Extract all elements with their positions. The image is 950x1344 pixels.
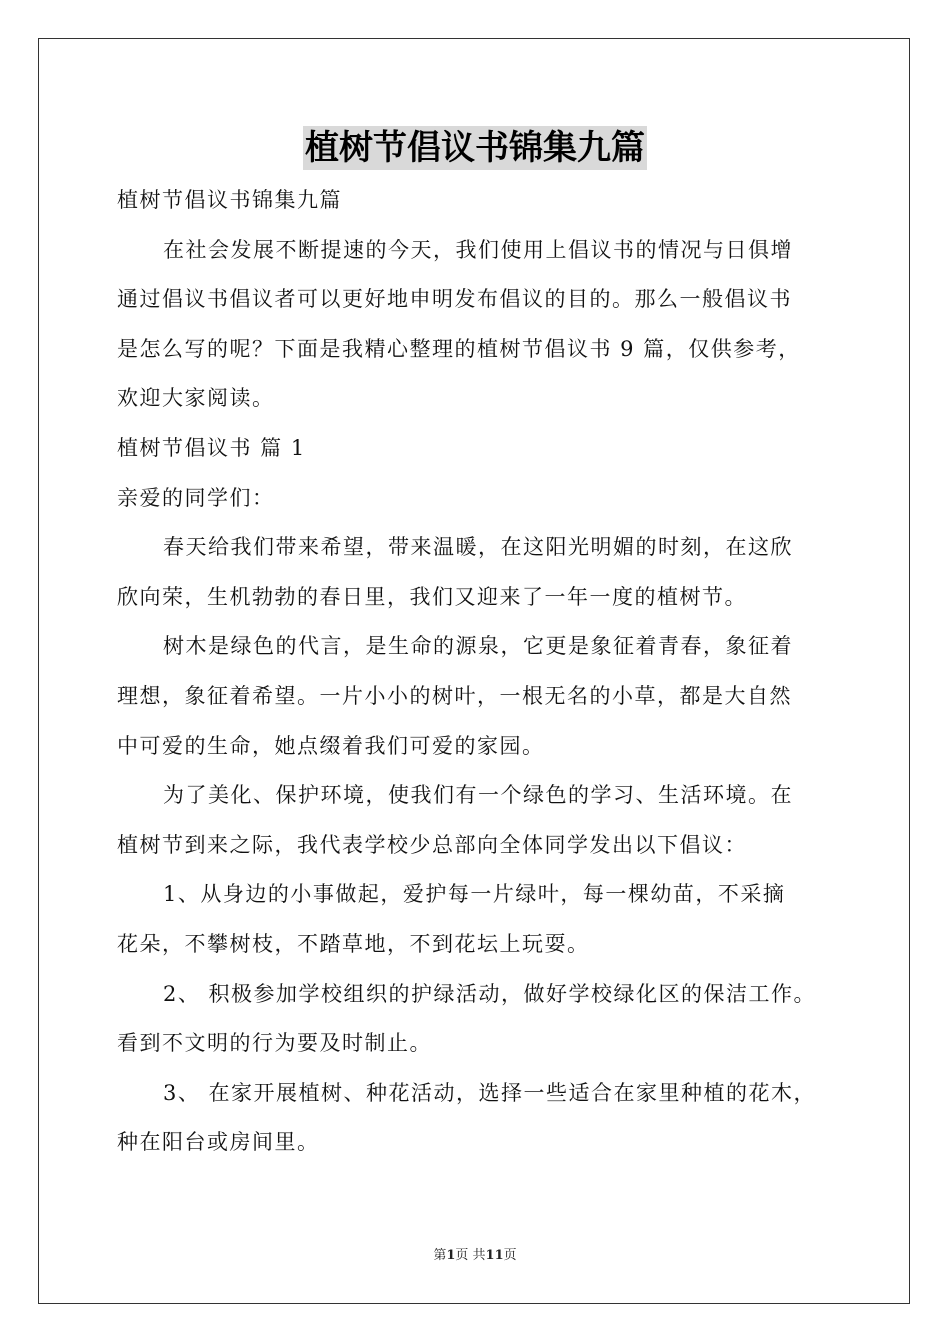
footer-middle: 页 共	[455, 1248, 486, 1263]
text-line: 是怎么写的呢？下面是我精心整理的植树节倡议书 9 篇，仅供参考，	[117, 336, 801, 361]
footer-prefix: 第	[433, 1248, 447, 1263]
text-line: 3、 在家开展植树、种花活动，选择一些适合在家里种植的花木，	[163, 1080, 817, 1105]
text-line: 欣向荣，生机勃勃的春日里，我们又迎来了一年一度的植树节。	[117, 584, 747, 609]
text-line: 植树节到来之际，我代表学校少总部向全体同学发出以下倡议：	[117, 832, 747, 857]
text-line: 春天给我们带来希望，带来温暖，在这阳光明媚的时刻，在这欣	[163, 535, 793, 560]
text-line: 在社会发展不断提速的今天，我们使用上倡议书的情况与日俱增	[163, 237, 793, 262]
text-line: 欢迎大家阅读。	[117, 386, 275, 411]
document-title: 植树节倡议书锦集九篇	[305, 128, 645, 168]
text-line: 通过倡议书倡议者可以更好地申明发布倡议的目的。那么一般倡议书	[117, 287, 792, 312]
text-line: 看到不文明的行为要及时制止。	[117, 1031, 432, 1056]
title-container	[0, 126, 950, 170]
text-line: 中可爱的生命，她点缀着我们可爱的家园。	[117, 733, 545, 758]
text-line: 植树节倡议书 篇 1	[117, 435, 306, 460]
document-body	[117, 176, 837, 1168]
text-line: 种在阳台或房间里。	[117, 1130, 320, 1155]
page-footer	[0, 1244, 950, 1263]
footer-total-pages: 11	[485, 1248, 504, 1263]
text-line: 树木是绿色的代言，是生命的源泉，它更是象征着青春，象征着	[163, 634, 793, 659]
text-line: 为了美化、保护环境，使我们有一个绿色的学习、生活环境。在	[163, 783, 793, 808]
text-line: 植树节倡议书锦集九篇	[117, 188, 342, 212]
footer-page-number: 1	[446, 1248, 456, 1263]
text-line: 1、从身边的小事做起，爱护每一片绿叶，每一棵幼苗，不采摘	[163, 882, 786, 907]
text-line: 理想，象征着希望。一片小小的树叶，一根无名的小草，都是大自然	[117, 683, 792, 708]
text-line: 亲爱的同学们：	[117, 485, 275, 510]
text-line: 花朵，不攀树枝，不踏草地，不到花坛上玩耍。	[117, 931, 590, 956]
footer-suffix: 页	[503, 1248, 517, 1263]
text-line: 2、 积极参加学校组织的护绿活动，做好学校绿化区的保洁工作。	[163, 981, 817, 1006]
